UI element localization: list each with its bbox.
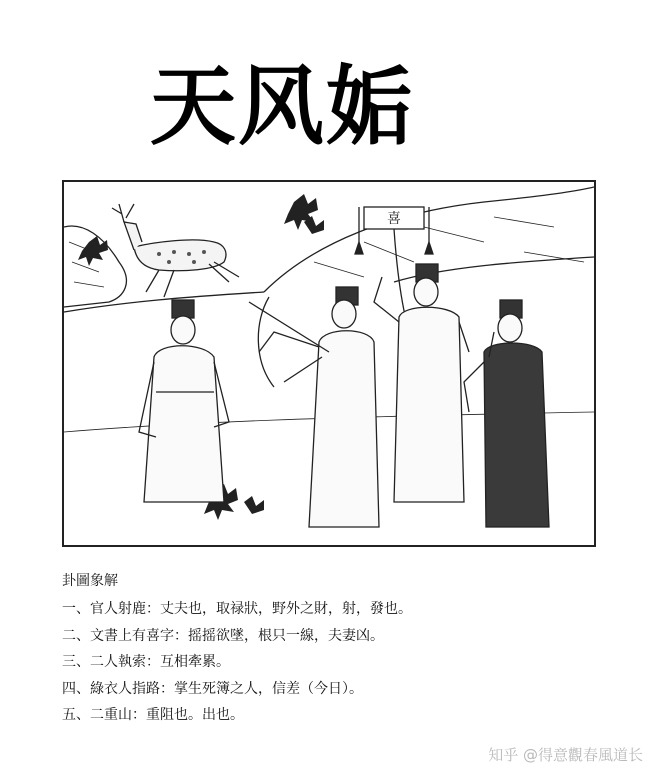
arrow: [249, 302, 329, 352]
illustration: [62, 180, 596, 547]
figure-rope-holder: [374, 264, 469, 502]
caption-line: 一、官人射鹿：丈夫也，取禄狀，野外之財，射，發也。: [62, 601, 412, 617]
figure-dark-robe: [464, 300, 549, 527]
deer: [112, 204, 239, 297]
banner-text: 喜: [387, 211, 401, 227]
caption-line: 二、文書上有喜字：摇摇欲墜，根只一線，夫妻凶。: [62, 627, 384, 644]
watermark: 知乎 @得意觀春風道长: [488, 746, 643, 764]
figure-official: [139, 300, 229, 502]
figure-archer: [249, 287, 379, 527]
caption-heading: 卦圖象解: [62, 573, 118, 589]
caption-line: 三、二人執索：互相牽累。: [62, 654, 230, 670]
pine-left: [78, 236, 108, 266]
caption-line: 四、綠衣人指路：掌生死簿之人，信差（今日）。: [62, 680, 363, 697]
caption: [62, 572, 602, 733]
page-title: 天风姤: [150, 57, 414, 157]
caption-line: 五、二重山：重阻也。出也。: [62, 707, 244, 723]
